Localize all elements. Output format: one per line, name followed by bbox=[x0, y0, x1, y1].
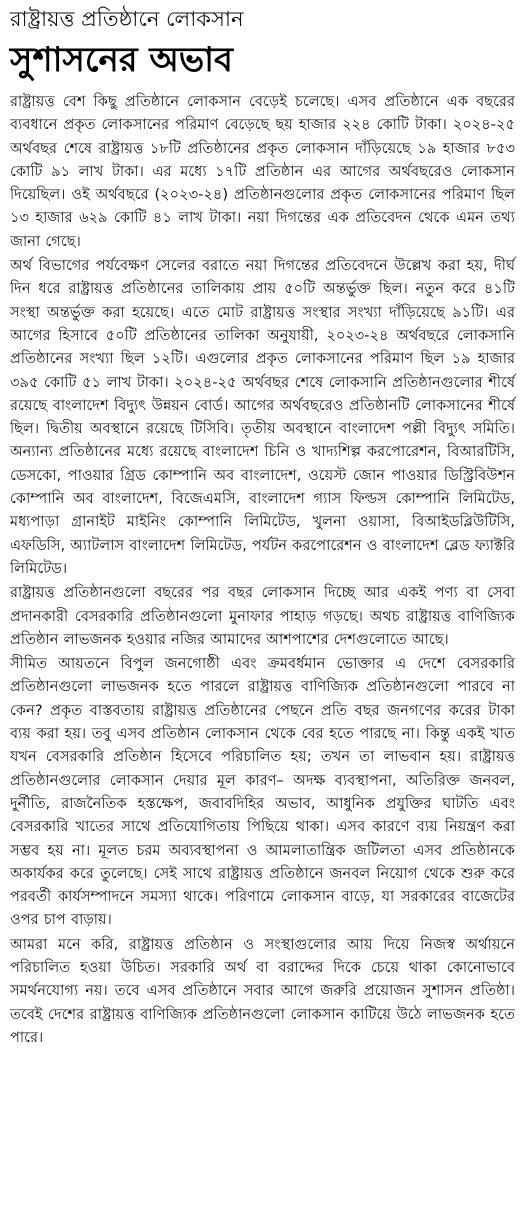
article-body bbox=[8, 90, 517, 1049]
article-kicker: রাষ্ট্রায়ত্ত প্রতিষ্ঠানে লোকসান bbox=[10, 7, 244, 31]
body-paragraph: অর্থ বিভাগের পর্যবেক্ষণ সেলের বরাতে নয়া দিগন্তের প্রতিবেদনে উল্লেখ করা হয়, দীর্ঘ দিন ধরে রাষ্ট্রায়ত্ত প্রতিষ্ঠানের তালিকায় প্রায় ৫০টি অন্তর্ভুক্ত ছিল। নতুন করে ৪১টি সংস্থা অন্তর্ভুক্ত করা হয়েছে। এতে মোট রাষ্ট্রায়ত্ত সংস্থার সংখ্যা দাঁড়িয়েছে ৯১টি। এর আগের হিসাবে ৫০টি প্রতিষ্ঠানের তালিকা অনুযায়ী, ২০২৩-২৪ অর্থবছরে লোকসানি প্রতিষ্ঠানের সংখ্যা ছিল ১২টি। এগুলোর প্রকৃত লোকসানের পরিমাণ ছিল ১৯ হাজার ৩৯৫ কোটি ৫১ লাখ টাকা। ২০২৪-২৫ অর্থবছর শেষে লোকসানি প্রতিষ্ঠানগুলোর শীর্ষে রয়েছে বাংলাদেশ বিদ্যুৎ উন্নয়ন বোর্ড। আগের অর্থবছরেও প্রতিষ্ঠানটি লোকসানের শীর্ষে ছিল। দ্বিতীয় অবস্থানে রয়েছে টিসিবি। তৃতীয় অবস্থানে বাংলাদেশ পল্লী বিদ্যুৎ সমিতি। অন্যান্য প্রতিষ্ঠানের মধ্যে রয়েছে বাংলাদেশ চিনি ও খাদ্যশিল্প করপোরেশন, বিআরটিসি, ডেসকো, পাওয়ার গ্রিড কোম্পানি অব বাংলাদেশ, ওয়েস্ট জোন পাওয়ার ডিস্ট্রিবিউশন কোম্পানি অব বাংলাদেশ, বিজেএমসি, বাংলাদেশ গ্যাস ফিল্ডস কোম্পানি লিমিটেড, মধ্যপাড়া গ্রানাইট মাইনিং কোম্পানি লিমিটেড, খুলনা ওয়াসা, বিআইডব্লিউটিসি, এফডিসি, অ্যাটলাস বাংলাদেশ লিমিটেড, পর্যটন করপোরেশন ও বাংলাদেশ ব্লেড ফ্যাক্টরি লিমিটেড। bbox=[10, 257, 515, 577]
article-headline: সুশাসনের অভাব bbox=[10, 40, 233, 80]
body-paragraph: আমরা মনে করি, রাষ্ট্রায়ত্ত প্রতিষ্ঠান ও সংস্থাগুলোর আয় দিয়ে নিজস্ব অর্থায়নে পরিচালিত হওয়া উচিত। সরকারি অর্থ বা বরাদ্দের দিকে চেয়ে থাকা কোনোভাবে সমর্থনযোগ্য নয়। তবে এসব প্রতিষ্ঠানে সবার আগে জরুরি প্রয়োজন সুশাসন প্রতিষ্ঠা। তবেই দেশের রাষ্ট্রায়ত্ত বাণিজ্যিক প্রতিষ্ঠানগুলো লোকসান কাটিয়ে উঠে লাভজনক হতে পারে। bbox=[10, 935, 515, 1046]
body-paragraph: রাষ্ট্রায়ত্ত বেশ কিছু প্রতিষ্ঠানে লোকসান বেড়েই চলেছে। এসব প্রতিষ্ঠানে এক বছরের ব্যবধানে প্রকৃত লোকসানের পরিমাণ বেড়েছে ছয় হাজার ২২৪ কোটি টাকা। ২০২৪-২৫ অর্থবছর শেষে রাষ্ট্রায়ত্ত ১৮টি প্রতিষ্ঠানের প্রকৃত লোকসান দাঁড়িয়েছে ১৯ হাজার ৮৫৩ কোটি ৯১ লাখ টাকা। এর মধ্যে ১৭টি প্রতিষ্ঠান এর আগের অর্থবছরেও লোকসান দিয়েছিল। ওই অর্থবছরে (২০২৩-২৪) প্রতিষ্ঠানগুলোর প্রকৃত লোকসানের পরিমাণ ছিল ১৩ হাজার ৬২৯ কোটি ৪১ লাখ টাকা। নয়া দিগন্তের এক প্রতিবেদন থেকে এমন তথ্য জানা গেছে। bbox=[10, 93, 515, 250]
body-paragraph: রাষ্ট্রায়ত্ত প্রতিষ্ঠানগুলো বছরের পর বছর লোকসান দিচ্ছে আর একই পণ্য বা সেবা প্রদানকারী বেসরকারি প্রতিষ্ঠানগুলো মুনাফার পাহাড় গড়ছে। অথচ রাষ্ট্রায়ত্ত বাণিজ্যিক প্রতিষ্ঠান লাভজনক হওয়ার নজির আমাদের আশপাশের দেশগুলোতে আছে। bbox=[10, 584, 515, 648]
editorial-article bbox=[8, 0, 517, 1050]
body-paragraph: সীমিত আয়তনে বিপুল জনগোষ্ঠী এবং ক্রমবর্ধমান ভোক্তার এ দেশে বেসরকারি প্রতিষ্ঠানগুলো লাভজনক হতে পারলে রাষ্ট্রায়ত্ত বাণিজ্যিক প্রতিষ্ঠানগুলো পারবে না কেন? প্রকৃত বাস্তবতায় রাষ্ট্রায়ত্ত প্রতিষ্ঠানের পেছনে প্রতি বছর জনগণের করের টাকা ব্যয় করা হয়। তবু এসব প্রতিষ্ঠান লোকসান থেকে বের হতে পারছে না। কিন্তু একই খাত যখন বেসরকারি প্রতিষ্ঠান হিসেবে পরিচালিত হয়; তখন তা লাভবান হয়। রাষ্ট্রায়ত্ত প্রতিষ্ঠানগুলোর লোকসান দেয়ার মূল কারণ– অদক্ষ ব্যবস্থাপনা, অতিরিক্ত জনবল, দুর্নীতি, রাজনৈতিক হস্তক্ষেপ, জবাবদিহির অভাব, আধুনিক প্রযুক্তির ঘাটতি এবং বেসরকারি খাতের সাথে প্রতিযোগিতায় পিছিয়ে থাকা। এসব কারণে ব্যয় নিয়ন্ত্রণ করা সম্ভব হয় না। মূলত চরম অব্যবস্থাপনা ও আমলাতান্ত্রিক জটিলতা এসব প্রতিষ্ঠানকে অকার্যকর করে তুলেছে। সেই সাথে রাষ্ট্রায়ত্ত প্রতিষ্ঠানে জনবল নিয়োগ থেকে শুরু করে পরবর্তী কার্যসম্পাদনে সমস্যা থাকে। পরিণামে লোকসান বাড়ে, যা সরকারের বাজেটের ওপর চাপ বাড়ায়। bbox=[10, 655, 515, 929]
